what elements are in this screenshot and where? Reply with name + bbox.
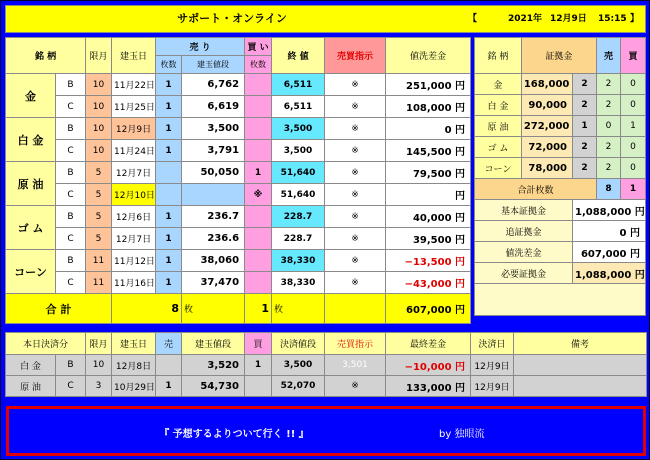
close-price: 6,511 bbox=[272, 96, 325, 118]
close-price: 228.7 bbox=[272, 228, 325, 250]
side-total-sell: 8 bbox=[596, 179, 620, 200]
position-row bbox=[6, 184, 471, 206]
sell-count: 1 bbox=[156, 118, 182, 140]
buy-count bbox=[245, 272, 272, 294]
total-diff: 607,000 円 bbox=[386, 294, 471, 324]
settle-sell bbox=[156, 355, 182, 376]
settle-price: 52,070 bbox=[272, 376, 325, 397]
order-mark: ※ bbox=[325, 206, 386, 228]
margin-lots: 2 bbox=[573, 74, 597, 95]
order-mark: ※ bbox=[325, 162, 386, 184]
contract-month: 11 bbox=[86, 250, 112, 272]
summary-value: 0 円 bbox=[573, 221, 646, 242]
contract-type: C bbox=[56, 96, 86, 118]
contract-month: 5 bbox=[86, 184, 112, 206]
slogan-banner bbox=[6, 406, 646, 456]
open-date: 12月9日 bbox=[112, 118, 156, 140]
order-mark: ※ bbox=[325, 250, 386, 272]
close-price: 38,330 bbox=[272, 250, 325, 272]
side-total-label: 合計枚数 bbox=[475, 179, 597, 200]
open-price: 3,791 bbox=[182, 140, 245, 162]
summary-value: 1,088,000 円 bbox=[573, 200, 646, 221]
margin-sell: 2 bbox=[596, 95, 620, 116]
contract-month: 10 bbox=[86, 96, 112, 118]
buy-count bbox=[245, 140, 272, 162]
buy-count bbox=[245, 228, 272, 250]
position-row bbox=[6, 272, 471, 294]
buy-count bbox=[245, 74, 272, 96]
contract-type: B bbox=[56, 206, 86, 228]
margin-amount: 168,000 bbox=[521, 74, 572, 95]
margin-lots: 2 bbox=[573, 158, 597, 179]
open-price: 6,619 bbox=[182, 96, 245, 118]
summary-row bbox=[475, 242, 646, 263]
contract-month: 5 bbox=[86, 228, 112, 250]
margin-buy: 0 bbox=[620, 95, 645, 116]
open-price: 236.7 bbox=[182, 206, 245, 228]
contract-month: 10 bbox=[86, 118, 112, 140]
settlement-row bbox=[6, 355, 647, 376]
contract-type: C bbox=[56, 184, 86, 206]
settle-sell: 1 bbox=[156, 376, 182, 397]
order-mark: ※ bbox=[325, 118, 386, 140]
sell-count: 1 bbox=[156, 96, 182, 118]
margin-commodity: 金 bbox=[475, 74, 522, 95]
margin-amount: 72,000 bbox=[521, 137, 572, 158]
sell-count: 1 bbox=[156, 272, 182, 294]
settle-date: 12月9日 bbox=[471, 355, 514, 376]
settle-header-month: 限月 bbox=[86, 333, 112, 355]
position-row bbox=[6, 118, 471, 140]
total-sell: 8 bbox=[112, 294, 182, 324]
margin-commodity: 白 金 bbox=[475, 95, 522, 116]
settlement-table bbox=[5, 332, 647, 397]
open-date: 12月10日 bbox=[112, 184, 156, 206]
diff-value: 108,000 円 bbox=[386, 96, 471, 118]
order-mark: ※ bbox=[325, 96, 386, 118]
summary-value: 1,088,000 円 bbox=[573, 263, 646, 284]
settlement-row bbox=[6, 376, 647, 397]
header-month: 限月 bbox=[86, 38, 112, 74]
settle-header-settle-price: 決済値段 bbox=[272, 333, 325, 355]
buy-count bbox=[245, 96, 272, 118]
summary-row bbox=[475, 200, 646, 221]
commodity-name: 白 金 bbox=[6, 118, 56, 162]
order-mark: ※ bbox=[325, 140, 386, 162]
margin-commodity: コーン bbox=[475, 158, 522, 179]
header-close: 終 値 bbox=[272, 38, 325, 74]
summary-label: 基本証拠金 bbox=[475, 200, 573, 221]
settle-buy: 1 bbox=[245, 355, 272, 376]
summary-label: 必要証拠金 bbox=[475, 263, 573, 284]
contract-type: C bbox=[56, 228, 86, 250]
contract-type: C bbox=[56, 140, 86, 162]
margin-amount: 90,000 bbox=[521, 95, 572, 116]
settle-header-note: 備考 bbox=[514, 333, 647, 355]
settle-note bbox=[514, 376, 647, 397]
settle-month: 3 bbox=[86, 376, 112, 397]
margin-sell: 2 bbox=[596, 137, 620, 158]
contract-type: C bbox=[56, 272, 86, 294]
settle-commodity: 原 油 bbox=[6, 376, 56, 397]
diff-value: 251,000 円 bbox=[386, 74, 471, 96]
margin-lots: 2 bbox=[573, 95, 597, 116]
margin-amount: 78,000 bbox=[521, 158, 572, 179]
buy-count bbox=[245, 118, 272, 140]
diff-value: 79,500 円 bbox=[386, 162, 471, 184]
contract-month: 5 bbox=[86, 206, 112, 228]
diff-value: 39,500 円 bbox=[386, 228, 471, 250]
open-price: 3,500 bbox=[182, 118, 245, 140]
sell-count: 1 bbox=[156, 250, 182, 272]
header-open-price: 建玉値段 bbox=[182, 56, 245, 74]
open-price: 38,060 bbox=[182, 250, 245, 272]
margin-sell: 2 bbox=[596, 158, 620, 179]
settle-header-final: 最終差金 bbox=[386, 333, 471, 355]
diff-value: 円 bbox=[386, 184, 471, 206]
position-row bbox=[6, 206, 471, 228]
summary-label: 追証拠金 bbox=[475, 221, 573, 242]
diff-value: 145,500 円 bbox=[386, 140, 471, 162]
margin-commodity: 原 油 bbox=[475, 116, 522, 137]
margin-lots: 1 bbox=[573, 116, 597, 137]
open-price: 6,762 bbox=[182, 74, 245, 96]
open-date: 11月22日 bbox=[112, 74, 156, 96]
buy-count bbox=[245, 206, 272, 228]
settle-header-sell: 売 bbox=[156, 333, 182, 355]
position-row bbox=[6, 162, 471, 184]
open-date: 12月6日 bbox=[112, 206, 156, 228]
order-mark: ※ bbox=[325, 272, 386, 294]
margin-row bbox=[475, 158, 646, 179]
settle-order: ※ bbox=[325, 376, 386, 397]
margin-row bbox=[475, 116, 646, 137]
contract-month: 11 bbox=[86, 272, 112, 294]
margin-buy: 0 bbox=[620, 74, 645, 95]
margin-table bbox=[474, 37, 646, 316]
position-row bbox=[6, 74, 471, 96]
diff-value: 40,000 円 bbox=[386, 206, 471, 228]
header-name: 銘 柄 bbox=[6, 38, 86, 74]
open-date: 11月24日 bbox=[112, 140, 156, 162]
margin-row bbox=[475, 95, 646, 116]
contract-month: 5 bbox=[86, 162, 112, 184]
settle-header-order: 売買指示 bbox=[325, 333, 386, 355]
position-row bbox=[6, 250, 471, 272]
settle-price: 3,500 bbox=[272, 355, 325, 376]
summary-row bbox=[475, 263, 646, 284]
settle-header-buy: 買 bbox=[245, 333, 272, 355]
margin-buy: 0 bbox=[620, 137, 645, 158]
buy-count bbox=[245, 250, 272, 272]
settle-commodity: 白 金 bbox=[6, 355, 56, 376]
contract-month: 10 bbox=[86, 140, 112, 162]
bracket-left: 【 bbox=[468, 14, 478, 24]
close-price: 3,500 bbox=[272, 118, 325, 140]
side-header-name: 銘 柄 bbox=[475, 38, 522, 74]
settle-buy bbox=[245, 376, 272, 397]
summary-label: 値洗差金 bbox=[475, 242, 573, 263]
sell-count: 1 bbox=[156, 140, 182, 162]
total-sell-unit: 枚 bbox=[182, 294, 245, 324]
close-price: 3,500 bbox=[272, 140, 325, 162]
open-price: 236.6 bbox=[182, 228, 245, 250]
side-header-buy: 買 bbox=[620, 38, 645, 74]
diff-value: −43,000 円 bbox=[386, 272, 471, 294]
open-date: 12月7日 bbox=[112, 162, 156, 184]
settle-header-open-date: 建玉日 bbox=[112, 333, 156, 355]
buy-count: ※ bbox=[245, 184, 272, 206]
sell-count bbox=[156, 162, 182, 184]
contract-type: B bbox=[56, 162, 86, 184]
margin-amount: 272,000 bbox=[521, 116, 572, 137]
summary-value: 607,000 円 bbox=[573, 242, 646, 263]
margin-sell: 2 bbox=[596, 74, 620, 95]
settle-month: 10 bbox=[86, 355, 112, 376]
settle-date: 12月9日 bbox=[471, 376, 514, 397]
position-row bbox=[6, 140, 471, 162]
contract-type: B bbox=[56, 74, 86, 96]
open-price: 50,050 bbox=[182, 162, 245, 184]
settle-type: B bbox=[56, 355, 86, 376]
side-spacer bbox=[475, 284, 646, 316]
open-price bbox=[182, 184, 245, 206]
margin-row bbox=[475, 137, 646, 158]
commodity-name: コーン bbox=[6, 250, 56, 294]
contract-month: 10 bbox=[86, 74, 112, 96]
year-text: 2021年 bbox=[508, 14, 543, 24]
commodity-name: ゴ ム bbox=[6, 206, 56, 250]
title-bar bbox=[5, 5, 646, 33]
order-mark: ※ bbox=[325, 184, 386, 206]
settle-header-name: 本日決済分 bbox=[6, 333, 86, 355]
settle-open-date: 10月29日 bbox=[112, 376, 156, 397]
header-sell-count: 枚数 bbox=[156, 56, 182, 74]
contract-type: B bbox=[56, 250, 86, 272]
open-date: 11月25日 bbox=[112, 96, 156, 118]
close-price: 51,640 bbox=[272, 184, 325, 206]
margin-buy: 1 bbox=[620, 116, 645, 137]
close-price: 228.7 bbox=[272, 206, 325, 228]
summary-row bbox=[475, 221, 646, 242]
margin-sell: 0 bbox=[596, 116, 620, 137]
total-buy: 1 bbox=[245, 294, 272, 324]
buy-count: 1 bbox=[245, 162, 272, 184]
open-date: 11月16日 bbox=[112, 272, 156, 294]
order-mark: ※ bbox=[325, 228, 386, 250]
settle-order: 3,501 bbox=[325, 355, 386, 376]
positions-table bbox=[5, 37, 471, 324]
settle-header-settle-date: 決済日 bbox=[471, 333, 514, 355]
date-text: 12月9日 bbox=[550, 14, 587, 24]
total-label: 合 計 bbox=[6, 294, 112, 324]
header-open-date: 建玉日 bbox=[112, 38, 156, 74]
sell-count bbox=[156, 184, 182, 206]
total-buy-unit: 枚 bbox=[272, 294, 325, 324]
open-price: 37,470 bbox=[182, 272, 245, 294]
open-date: 12月7日 bbox=[112, 228, 156, 250]
order-mark: ※ bbox=[325, 74, 386, 96]
close-price: 51,640 bbox=[272, 162, 325, 184]
settle-open-price: 54,730 bbox=[182, 376, 245, 397]
settle-final: 133,000 円 bbox=[386, 376, 471, 397]
open-date: 11月12日 bbox=[112, 250, 156, 272]
header-sell: 売 り bbox=[156, 38, 245, 56]
settle-open-price: 3,520 bbox=[182, 355, 245, 376]
margin-commodity: ゴ ム bbox=[475, 137, 522, 158]
commodity-name: 金 bbox=[6, 74, 56, 118]
diff-value: −13,500 円 bbox=[386, 250, 471, 272]
sell-count: 1 bbox=[156, 206, 182, 228]
margin-buy: 0 bbox=[620, 158, 645, 179]
settle-open-date: 12月8日 bbox=[112, 355, 156, 376]
header-diff: 値洗差金 bbox=[386, 38, 471, 74]
diff-value: 0 円 bbox=[386, 118, 471, 140]
side-header-margin: 証拠金 bbox=[521, 38, 596, 74]
contract-type: B bbox=[56, 118, 86, 140]
margin-lots: 2 bbox=[573, 137, 597, 158]
settle-type: C bbox=[56, 376, 86, 397]
margin-row bbox=[475, 74, 646, 95]
time-text: 15:15 bbox=[598, 14, 627, 24]
close-price: 6,511 bbox=[272, 74, 325, 96]
side-header-sell: 売 bbox=[596, 38, 620, 74]
header-order: 売買指示 bbox=[325, 38, 386, 74]
settle-note bbox=[514, 355, 647, 376]
sell-count: 1 bbox=[156, 228, 182, 250]
position-row bbox=[6, 96, 471, 118]
bracket-right: 】 bbox=[630, 14, 640, 24]
author-text: by 独眼流 bbox=[439, 429, 485, 440]
sell-count: 1 bbox=[156, 74, 182, 96]
side-total-buy: 1 bbox=[620, 179, 645, 200]
page-title: サポート・オンライン bbox=[177, 12, 287, 25]
settle-header-open-price: 建玉値段 bbox=[182, 333, 245, 355]
slogan-text: 『 予想するよりついて行く !! 』 bbox=[159, 429, 309, 440]
commodity-name: 原 油 bbox=[6, 162, 56, 206]
header-buy-count: 枚数 bbox=[245, 56, 272, 74]
header-buy: 買 い bbox=[245, 38, 272, 56]
position-row bbox=[6, 228, 471, 250]
settle-final: −10,000 円 bbox=[386, 355, 471, 376]
close-price: 38,330 bbox=[272, 272, 325, 294]
